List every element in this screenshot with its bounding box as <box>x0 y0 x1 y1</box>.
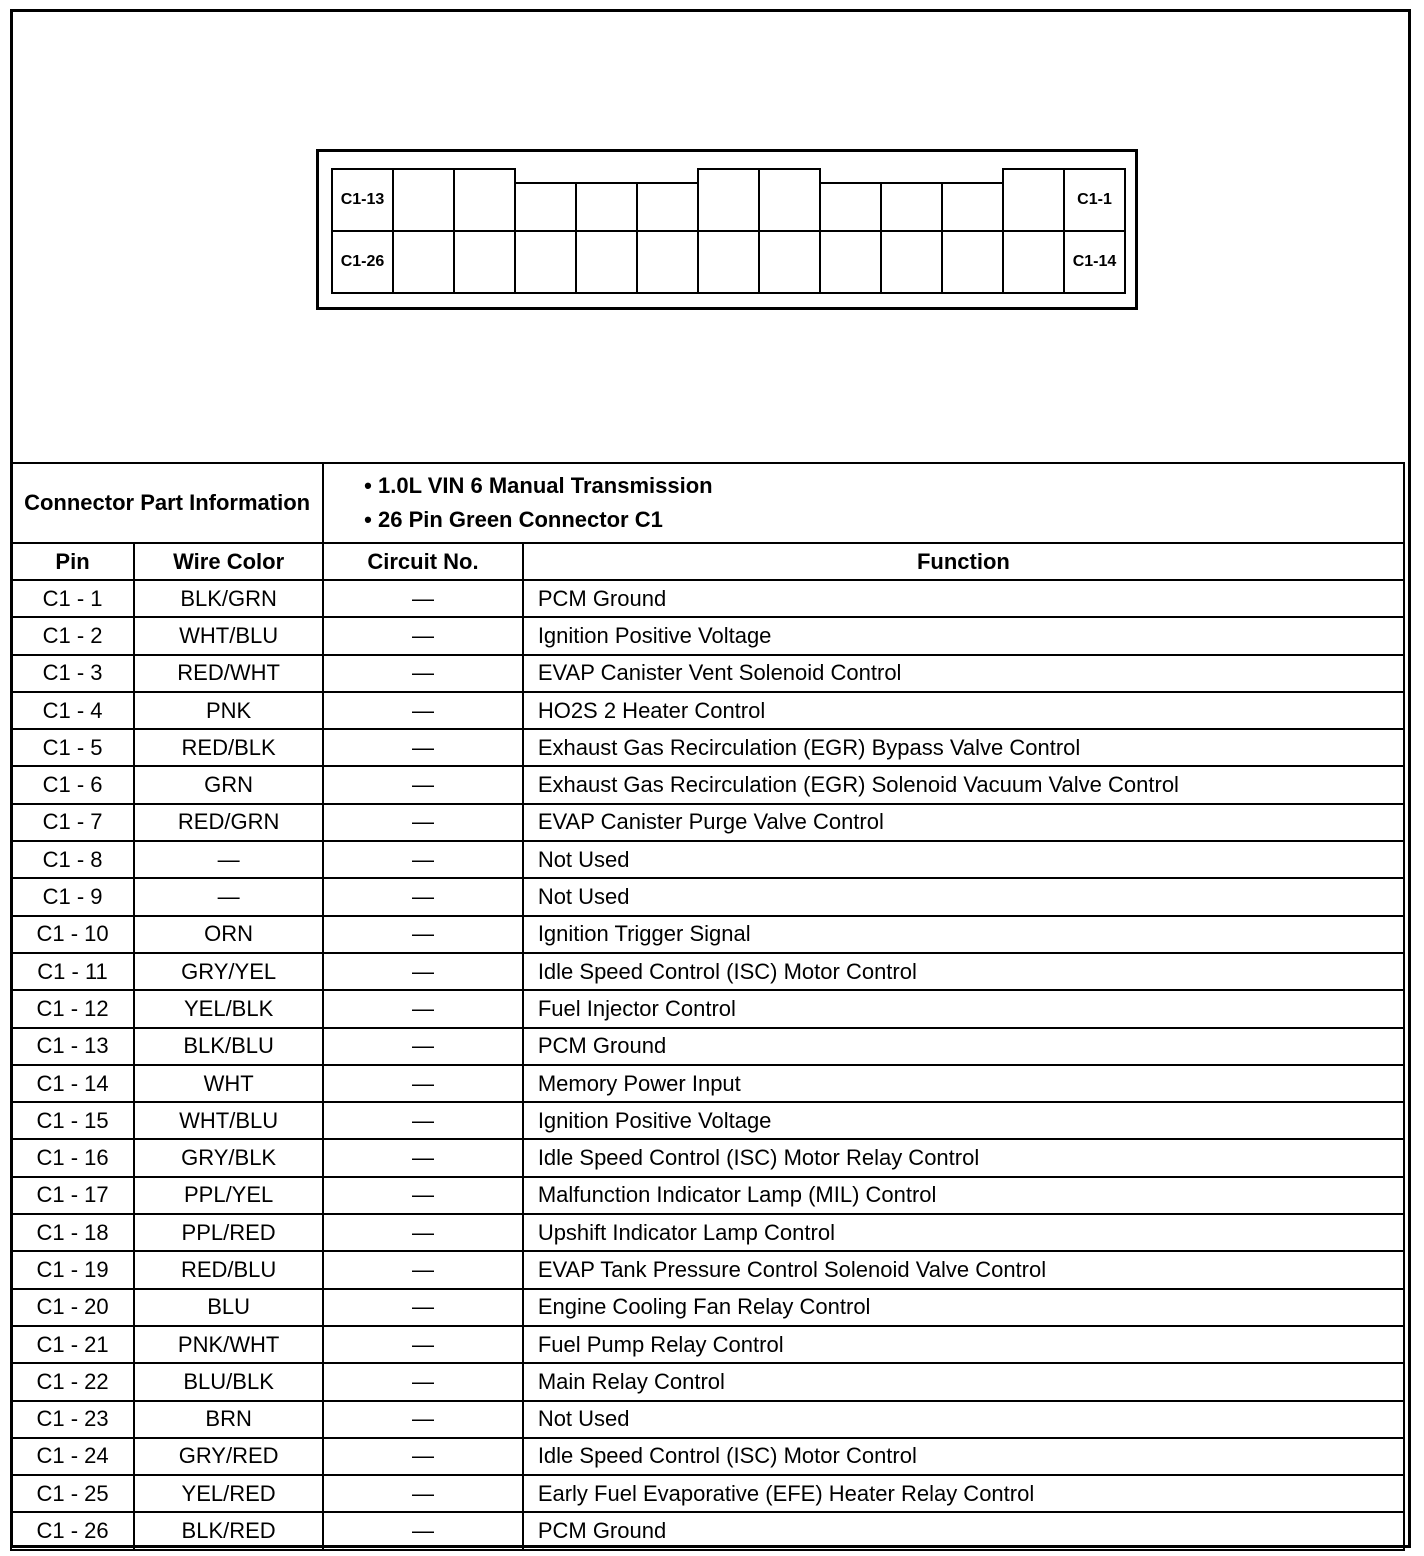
circuit-cell: — <box>323 1512 523 1549</box>
pin-cell: C1 - 15 <box>11 1102 134 1139</box>
wire-color-cell: GRN <box>134 766 323 803</box>
document-frame <box>10 9 1411 1548</box>
wire-color-cell: BRN <box>134 1401 323 1438</box>
table-row <box>11 729 1404 766</box>
table-row <box>11 1139 1404 1176</box>
circuit-cell: — <box>323 580 523 617</box>
table-row <box>11 1214 1404 1251</box>
connector-cavity <box>819 230 882 294</box>
connector-cavity <box>697 230 760 294</box>
wire-color-cell: YEL/RED <box>134 1475 323 1512</box>
wire-color-cell: GRY/RED <box>134 1438 323 1475</box>
wire-color-cell: WHT/BLU <box>134 1102 323 1139</box>
pin-cell: C1 - 5 <box>11 729 134 766</box>
connector-cavity <box>941 230 1004 294</box>
table-row <box>11 1512 1404 1549</box>
table-row <box>11 953 1404 990</box>
table-row <box>11 1028 1404 1065</box>
connector-cavity <box>819 182 882 232</box>
table-row <box>11 1401 1404 1438</box>
table-row <box>11 1363 1404 1400</box>
pin-cell: C1 - 9 <box>11 878 134 915</box>
function-cell: Early Fuel Evaporative (EFE) Heater Relay Control <box>523 1475 1404 1512</box>
wire-color-cell: RED/WHT <box>134 655 323 692</box>
function-cell: Engine Cooling Fan Relay Control <box>523 1289 1404 1326</box>
wire-color-cell: PPL/YEL <box>134 1177 323 1214</box>
table-row <box>11 1065 1404 1102</box>
pin-cell: C1 - 2 <box>11 617 134 654</box>
connector-cavity <box>880 182 943 232</box>
function-cell: Not Used <box>523 878 1404 915</box>
circuit-cell: — <box>323 1363 523 1400</box>
column-circuit-no: Circuit No. <box>323 543 523 580</box>
circuit-cell: — <box>323 990 523 1027</box>
pin-cell: C1 - 10 <box>11 916 134 953</box>
function-cell: Malfunction Indicator Lamp (MIL) Control <box>523 1177 1404 1214</box>
table-row <box>11 804 1404 841</box>
table-row <box>11 841 1404 878</box>
function-cell: Ignition Trigger Signal <box>523 916 1404 953</box>
cavity-label-bottom-right: C1-14 <box>1063 230 1126 294</box>
wire-color-cell: RED/GRN <box>134 804 323 841</box>
pin-cell: C1 - 11 <box>11 953 134 990</box>
table-header-row <box>11 463 1404 543</box>
wire-color-cell: PPL/RED <box>134 1214 323 1251</box>
table-row <box>11 692 1404 729</box>
connector-cavity <box>758 168 821 232</box>
pin-cell: C1 - 6 <box>11 766 134 803</box>
circuit-cell: — <box>323 1214 523 1251</box>
pin-cell: C1 - 21 <box>11 1326 134 1363</box>
function-cell: Idle Speed Control (ISC) Motor Relay Control <box>523 1139 1404 1176</box>
connector-cavity <box>392 168 455 232</box>
connector-cavity <box>1002 168 1065 232</box>
circuit-cell: — <box>323 766 523 803</box>
circuit-cell: — <box>323 1401 523 1438</box>
circuit-cell: — <box>323 1177 523 1214</box>
wire-color-cell: WHT <box>134 1065 323 1102</box>
pin-cell: C1 - 18 <box>11 1214 134 1251</box>
pin-cell: C1 - 7 <box>11 804 134 841</box>
function-cell: Memory Power Input <box>523 1065 1404 1102</box>
wire-color-cell: BLU/BLK <box>134 1363 323 1400</box>
function-cell: Idle Speed Control (ISC) Motor Control <box>523 953 1404 990</box>
function-cell: EVAP Tank Pressure Control Solenoid Valve Control <box>523 1251 1404 1288</box>
wire-color-cell: BLK/GRN <box>134 580 323 617</box>
circuit-cell: — <box>323 841 523 878</box>
table-row <box>11 766 1404 803</box>
circuit-cell: — <box>323 729 523 766</box>
wire-color-cell: — <box>134 878 323 915</box>
wire-color-cell: PNK <box>134 692 323 729</box>
function-cell: PCM Ground <box>523 1512 1404 1549</box>
pin-cell: C1 - 17 <box>11 1177 134 1214</box>
pin-cell: C1 - 3 <box>11 655 134 692</box>
function-cell: Exhaust Gas Recirculation (EGR) Bypass Valve Control <box>523 729 1404 766</box>
circuit-cell: — <box>323 617 523 654</box>
function-cell: Upshift Indicator Lamp Control <box>523 1214 1404 1251</box>
cavity-label-top-left: C1-13 <box>331 168 394 232</box>
wire-color-cell: GRY/BLK <box>134 1139 323 1176</box>
function-cell: HO2S 2 Heater Control <box>523 692 1404 729</box>
wire-color-cell: WHT/BLU <box>134 617 323 654</box>
connector-cavity <box>697 168 760 232</box>
function-cell: Idle Speed Control (ISC) Motor Control <box>523 1438 1404 1475</box>
wire-color-cell: BLK/RED <box>134 1512 323 1549</box>
table-row <box>11 1475 1404 1512</box>
function-cell: Ignition Positive Voltage <box>523 617 1404 654</box>
connector-cavity <box>941 182 1004 232</box>
wire-color-cell: PNK/WHT <box>134 1326 323 1363</box>
function-cell: EVAP Canister Vent Solenoid Control <box>523 655 1404 692</box>
wire-color-cell: YEL/BLK <box>134 990 323 1027</box>
circuit-cell: — <box>323 1028 523 1065</box>
function-cell: Ignition Positive Voltage <box>523 1102 1404 1139</box>
connector-cavity <box>758 230 821 294</box>
function-cell: PCM Ground <box>523 580 1404 617</box>
circuit-cell: — <box>323 916 523 953</box>
pin-rows <box>11 580 1404 1550</box>
pin-cell: C1 - 24 <box>11 1438 134 1475</box>
table-row <box>11 878 1404 915</box>
pin-cell: C1 - 8 <box>11 841 134 878</box>
wire-color-cell: BLK/BLU <box>134 1028 323 1065</box>
circuit-cell: — <box>323 1326 523 1363</box>
wire-color-cell: RED/BLK <box>134 729 323 766</box>
circuit-cell: — <box>323 1438 523 1475</box>
circuit-cell: — <box>323 692 523 729</box>
table-row <box>11 990 1404 1027</box>
pin-cell: C1 - 19 <box>11 1251 134 1288</box>
detail-transmission: • 1.0L VIN 6 Manual Transmission <box>364 473 713 498</box>
pin-cell: C1 - 26 <box>11 1512 134 1549</box>
connector-cavity <box>453 230 516 294</box>
connector-cavity <box>636 230 699 294</box>
connector-cavity <box>514 230 577 294</box>
connector-cavity <box>514 182 577 232</box>
table-row <box>11 1102 1404 1139</box>
cavity-label-bottom-left: C1-26 <box>331 230 394 294</box>
table-row <box>11 580 1404 617</box>
connector-cavity <box>575 182 638 232</box>
table-row <box>11 1251 1404 1288</box>
table-row <box>11 1438 1404 1475</box>
circuit-cell: — <box>323 1102 523 1139</box>
wire-color-cell: GRY/YEL <box>134 953 323 990</box>
circuit-cell: — <box>323 1475 523 1512</box>
circuit-cell: — <box>323 1139 523 1176</box>
function-cell: Not Used <box>523 841 1404 878</box>
pin-cell: C1 - 20 <box>11 1289 134 1326</box>
table-row <box>11 1289 1404 1326</box>
pin-cell: C1 - 22 <box>11 1363 134 1400</box>
table-row <box>11 1177 1404 1214</box>
circuit-cell: — <box>323 953 523 990</box>
wire-color-cell: RED/BLU <box>134 1251 323 1288</box>
table-row <box>11 655 1404 692</box>
wire-color-cell: — <box>134 841 323 878</box>
detail-connector: • 26 Pin Green Connector C1 <box>364 507 663 532</box>
circuit-cell: — <box>323 1251 523 1288</box>
connector-cavity <box>392 230 455 294</box>
connector-cavity <box>1002 230 1065 294</box>
table-row <box>11 916 1404 953</box>
connector-cavity <box>453 168 516 232</box>
function-cell: Exhaust Gas Recirculation (EGR) Solenoid Vacuum Valve Control <box>523 766 1404 803</box>
pin-cell: C1 - 23 <box>11 1401 134 1438</box>
column-function: Function <box>523 543 1404 580</box>
connector-part-info: Connector Part Information <box>11 463 323 543</box>
function-cell: PCM Ground <box>523 1028 1404 1065</box>
table-row <box>11 617 1404 654</box>
function-cell: Fuel Pump Relay Control <box>523 1326 1404 1363</box>
function-cell: Main Relay Control <box>523 1363 1404 1400</box>
circuit-cell: — <box>323 1289 523 1326</box>
wire-color-cell: BLU <box>134 1289 323 1326</box>
function-cell: Not Used <box>523 1401 1404 1438</box>
column-header-row <box>11 543 1404 580</box>
connector-details <box>323 463 1404 543</box>
cavity-label-top-right: C1-1 <box>1063 168 1126 232</box>
pin-cell: C1 - 13 <box>11 1028 134 1065</box>
connector-cavity <box>575 230 638 294</box>
circuit-cell: — <box>323 878 523 915</box>
pin-cell: C1 - 4 <box>11 692 134 729</box>
circuit-cell: — <box>323 804 523 841</box>
pin-cell: C1 - 12 <box>11 990 134 1027</box>
pin-cell: C1 - 25 <box>11 1475 134 1512</box>
pin-cell: C1 - 16 <box>11 1139 134 1176</box>
column-wire-color: Wire Color <box>134 543 323 580</box>
circuit-cell: — <box>323 1065 523 1102</box>
table-row <box>11 1326 1404 1363</box>
connector-diagram <box>13 12 1408 463</box>
circuit-cell: — <box>323 655 523 692</box>
pin-cell: C1 - 1 <box>11 580 134 617</box>
pinout-table <box>10 462 1405 1551</box>
column-pin: Pin <box>11 543 134 580</box>
wire-color-cell: ORN <box>134 916 323 953</box>
connector-cavity <box>880 230 943 294</box>
pin-cell: C1 - 14 <box>11 1065 134 1102</box>
connector-cavity <box>636 182 699 232</box>
function-cell: EVAP Canister Purge Valve Control <box>523 804 1404 841</box>
function-cell: Fuel Injector Control <box>523 990 1404 1027</box>
